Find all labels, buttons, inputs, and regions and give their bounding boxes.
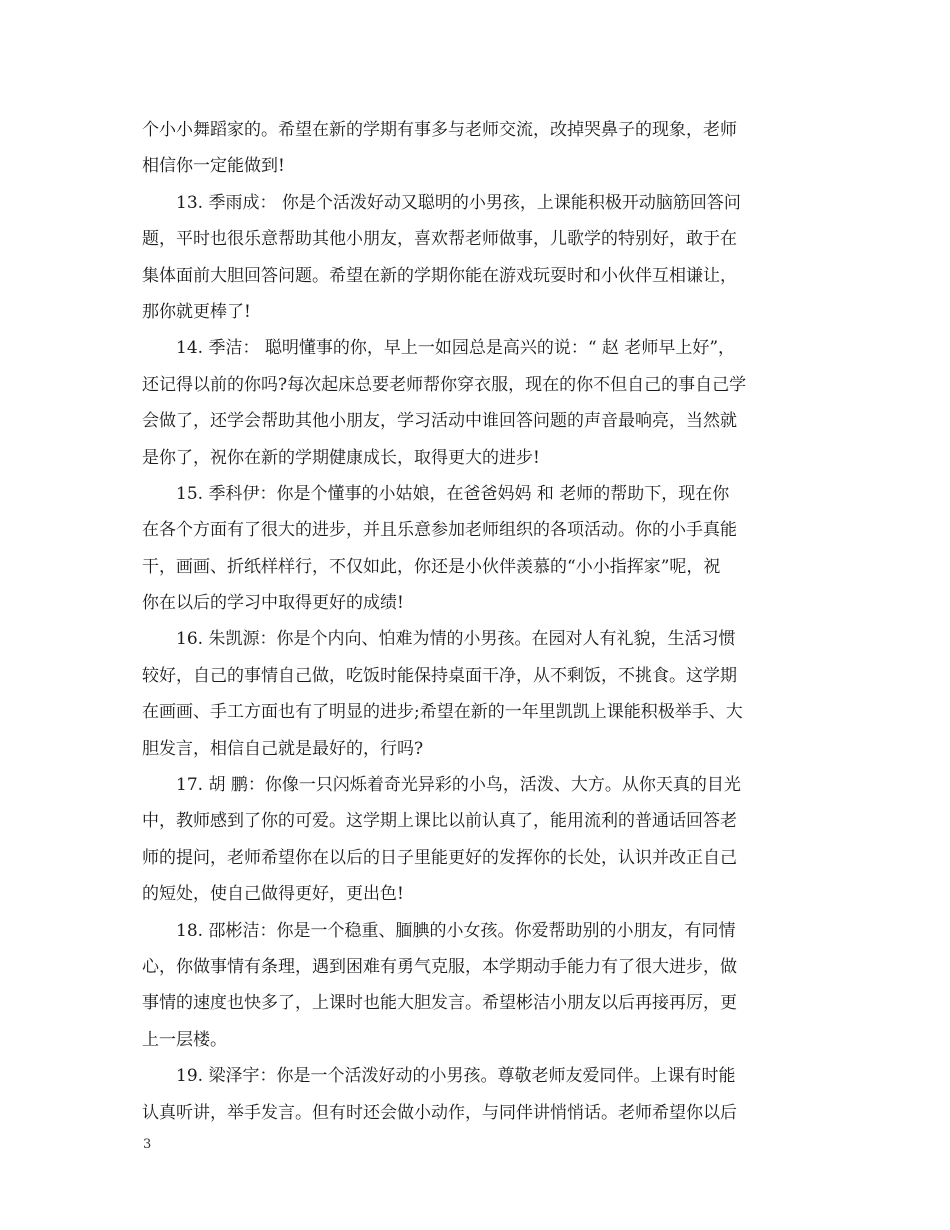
text-line: 中，教师感到了你的可爱。这学期上课比以前认真了，能用流利的普通话回答老 [142,811,737,832]
text-line: 事情的速度也快多了，上课时也能大胆发言。希望彬洁小朋友以后再接再厉，更 [142,993,737,1014]
text-line: 那你就更棒了! [142,301,251,322]
text-line: 相信你一定能做到! [142,156,285,177]
text-line: 较好，自己的事情自己做，吃饭时能保持桌面干净，从不剩饭，不挑食。这学期 [142,665,737,686]
text-line: 个小小舞蹈家的。希望在新的学期有事多与老师交流，改掉哭鼻子的现象，老师 [142,120,737,140]
text-line: 会做了，还学会帮助其他小朋友，学习活动中谁回答问题的声音最响亮，当然就 [142,411,737,432]
page-number: 3 [143,1137,152,1152]
text-line: 认真听讲，举手发言。但有时还会做小动作，与同伴讲悄悄话。老师希望你以后 [142,1102,737,1123]
text-line: 在各个方面有了很大的进步，并且乐意参加老师组织的各项活动。你的小手真能 [142,520,737,541]
text-line: 的短处，使自己做得更好，更出色! [142,884,404,905]
text-line: 是你了，祝你在新的学期健康成长，取得更大的进步! [142,447,540,468]
text-line: 干，画画、折纸样样行，不仅如此，你还是小伙伴羡慕的“小小指挥家”呢，祝 [142,556,721,577]
paragraph-start-16: 16. 朱凯源：你是个内向、怕难为情的小男孩。在园对人有礼貌，生活习惯 [176,629,736,650]
text-line: 还记得以前的你吗?每次起床总要老师帮你穿衣服，现在的你不但自己的事自己学 [142,374,747,395]
paragraph-start-14: 14. 季洁： 聪明懂事的你，早上一如园总是高兴的说：“ 赵 老师早上好”， [176,338,736,359]
text-line: 上一层楼。 [142,1029,227,1050]
paragraph-start-17: 17. 胡 鹏：你像一只闪烁着奇光异彩的小鸟，活泼、大方。从你天真的目光 [176,775,741,796]
text-line: 师的提问，老师希望你在以后的日子里能更好的发挥你的长处，认识并改正自己 [142,847,737,868]
paragraph-start-18: 18. 邵彬洁：你是一个稳重、腼腆的小女孩。你爱帮助别的小朋友，有同情 [176,920,736,941]
text-line: 题，平时也很乐意帮助其他小朋友，喜欢帮老师做事，儿歌学的特别好，敢于在 [142,229,737,250]
paragraph-start-13: 13. 季雨成： 你是个活泼好动又聪明的小男孩，上课能积极开动脑筋回答问 [176,192,741,213]
paragraph-start-15: 15. 季科伊：你是个懂事的小姑娘，在爸爸妈妈 和 老师的帮助下，现在你 [176,483,730,504]
text-line: 胆发言，相信自己就是最好的，行吗? [142,738,424,759]
paragraph-start-19: 19. 梁泽宇：你是一个活泼好动的小男孩。尊敬老师友爱同伴。上课有时能 [176,1066,736,1087]
text-line: 集体面前大胆回答问题。希望在新的学期你能在游戏玩耍时和小伙伴互相谦让， [142,265,737,286]
text-line: 在画画、手工方面也有了明显的进步;希望在新的一年里凯凯上课能积极举手、大 [142,702,743,723]
text-line: 你在以后的学习中取得更好的成绩! [142,593,404,614]
text-line: 心，你做事情有条理，遇到困难有勇气克服，本学期动手能力有了很大进步，做 [142,956,737,977]
body-text [142,112,812,1131]
